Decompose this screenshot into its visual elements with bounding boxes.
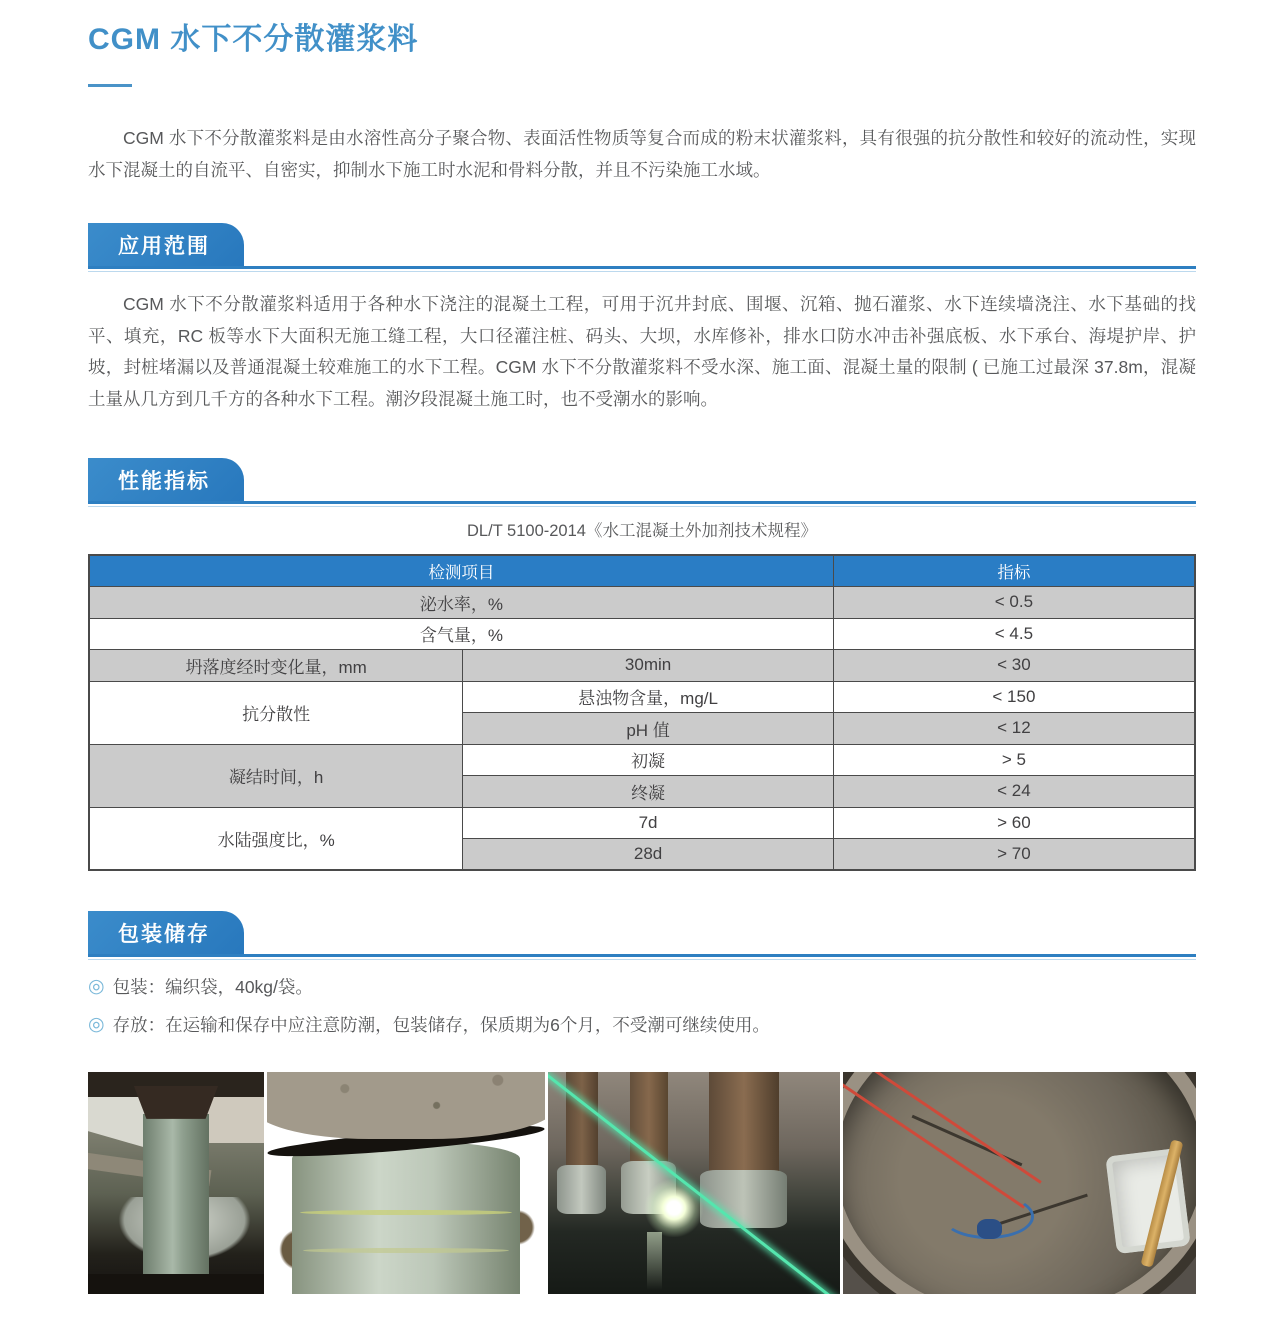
performance-heading-badge: 性能指标 [88,458,244,501]
pile-column-shape [143,1114,210,1278]
value-cell: < 4.5 [833,618,1195,650]
item-cell: 泌水率，% [89,587,833,619]
col-header-item: 检测项目 [89,555,833,587]
section-performance [88,458,1196,871]
steel-casing-pile-photo [267,1072,545,1294]
storage-bullet-text: 存放：在运输和保存中应注意防潮，包装储存，保质期为6个月，不受潮可继续使用。 [112,1014,770,1035]
title-underline [88,84,132,87]
section-header-application [88,223,1196,269]
packaging-bullet-list [88,974,1196,1038]
table-row [89,587,1195,619]
column-cap-shape [134,1086,218,1119]
item-cell: 含气量，% [89,618,833,650]
item-cell: 水陆强度比，% [89,807,463,870]
double-circle-bullet-icon: ◎ [88,976,105,998]
table-row [89,681,1195,713]
application-heading-badge: 应用范围 [88,223,244,266]
sub-item-cell: pH 值 [463,713,834,745]
steel-casing-shape [292,1141,520,1294]
pump-shape [977,1219,1002,1239]
standard-reference: DL/T 5100-2014《水工混凝土外加剂技术规程》 [467,522,817,541]
list-item [88,1012,1196,1039]
sub-item-cell: 终凝 [463,776,834,808]
pile-cap-shape [557,1165,607,1214]
list-item [88,974,1196,1001]
value-cell: < 150 [833,681,1195,713]
value-cell: > 70 [833,839,1195,871]
page-title: CGM 水下不分散灌浆料 [88,23,419,56]
item-cell: 抗分散性 [89,681,463,744]
value-cell: < 24 [833,776,1195,808]
table-row [89,807,1195,839]
sub-item-cell: 初凝 [463,744,834,776]
water-reflection-shape [647,1232,662,1290]
item-cell: 凝结时间，h [89,744,463,807]
value-cell: < 0.5 [833,587,1195,619]
work-light-glow [636,1179,712,1237]
intro-paragraph: CGM 水下不分散灌浆料是由水溶性高分子聚合物、表面活性物质等复合而成的粉末状灌浆料，具有很强的抗分散性和较好的流动性，实现水下混凝土的自流平、自密实，抑制水下施工时水泥和骨料分散，并且不污染施工水域。 [88,128,1196,180]
col-header-index: 指标 [833,555,1195,587]
section-application [88,223,1196,416]
double-circle-bullet-icon: ◎ [88,1013,105,1035]
performance-table [88,554,1196,871]
application-paragraph: CGM 水下不分散灌浆料适用于各种水下浇注的混凝土工程，可用于沉井封底、围堰、沉箱、抛石灌浆、水下连续墙浇注、水下基础的找平、填充，RC 板等水下大面积无施工缝工程，大口径灌注桩、码头、大坝，水库修补，排水口防水冲击补强底板、水下承台、海堤护岸、护坡，封桩堵漏以及普通混凝土较难施工的水下工程。CGM 水下不分散灌浆料不受水深、施工面、混凝土量的限制 ( 已施工过最深 37.8m，混凝土量从几方到几千方的各种水下工程。潮汐段混凝土施工时，也不受潮水的影响。 [88,293,1196,410]
section-header-performance [88,458,1196,504]
value-cell: < 30 [833,650,1195,682]
section-packaging [88,911,1196,1038]
value-cell: > 5 [833,744,1195,776]
pier-column-grouting-photo [88,1072,264,1294]
sub-item-cell: 悬浊物含量，mg/L [463,681,834,713]
table-row [89,618,1195,650]
section-header-packaging [88,911,1196,957]
sub-item-cell: 7d [463,807,834,839]
bridge-piers-night-laser-photo [548,1072,840,1294]
item-cell: 坍落度经时变化量，mm [89,650,463,682]
sub-item-cell: 30min [463,650,834,682]
packaging-heading-badge: 包装储存 [88,911,244,954]
value-cell: < 12 [833,713,1195,745]
packaging-bullet-text: 包装：编织袋，40kg/袋。 [112,977,313,998]
table-row [89,744,1195,776]
casing-band-shape [303,1248,509,1254]
value-cell: > 60 [833,807,1195,839]
table-row [89,650,1195,682]
sub-item-cell: 28d [463,839,834,871]
table-header-row [89,555,1195,587]
concrete-cap-shape [267,1072,545,1139]
pile-cap-shape [700,1170,788,1228]
photo-strip [88,1072,1196,1294]
background-shape [88,1274,264,1294]
muddy-excavation-pit-photo [843,1072,1196,1294]
